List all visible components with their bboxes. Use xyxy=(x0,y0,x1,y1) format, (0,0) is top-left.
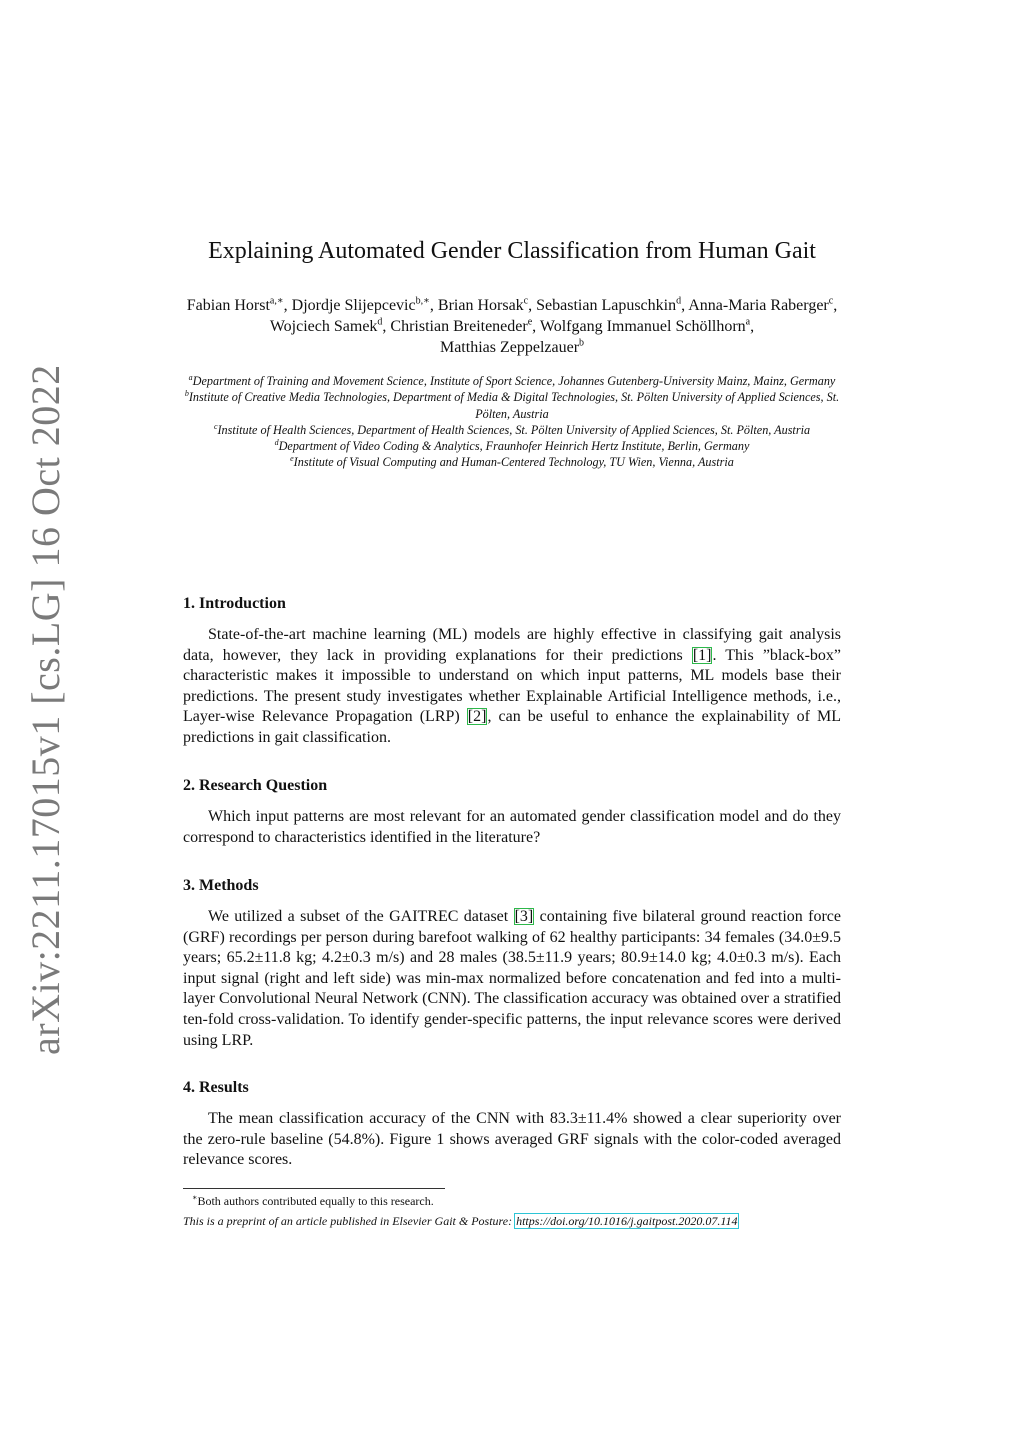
affiliation: $^d$Department of Video Coding & Analytics, Fraunhofer Heinrich Hertz Institute, Berlin, Germany xyxy=(274,438,750,454)
citation-link[interactable]: [2] xyxy=(467,708,487,726)
section-results xyxy=(183,1078,841,1171)
affiliation: $^c$Institute of Health Sciences, Department of Health Sciences, St. Pölten University of Applied Sciences, St. Pölten, Austria xyxy=(213,421,811,437)
doi-link[interactable]: https://doi.org/10.1016/j.gaitpost.2020.07.114 xyxy=(516,1214,738,1228)
author: Matthias Zeppelzauer$^b$ xyxy=(439,337,585,356)
section-heading: 4. Results xyxy=(183,1079,249,1096)
footnote-divider xyxy=(183,1188,445,1189)
affiliation: $^e$Institute of Visual Computing and Human-Centered Technology, TU Wien, Vienna, Austria xyxy=(290,454,734,470)
affiliation: $^a$Department of Training and Movement Science, Institute of Sport Science, Johannes Gutenberg-University Mainz, Mainz, Germany xyxy=(188,372,836,388)
author: Wolfgang Immanuel Schöllhorn$^a$, xyxy=(539,316,755,335)
affiliation: $^b$Institute of Creative Media Technologies, Department of Media & Digital Technologies, St. Pölten University of Applied Sciences, St. Pölten, Austria xyxy=(184,389,840,421)
section-paragraph: The mean classification accuracy of the CNN with 83.3±11.4% showed a clear superiority over the zero-rule baseline (54.8%). Figure 1 shows averaged GRF signals with the color-coded averaged relevance scores. xyxy=(183,1110,841,1169)
section-heading: 3. Methods xyxy=(183,877,259,894)
section-paragraph: State-of-the-art machine learning (ML) models are highly effective in classifying gait analysis data, however, they lack in providing explanations for their predictions [1]. This ”black-box” characteristic makes it impossible to understand on which input patterns, ML models base their predictions. The present study investigates whether Explainable Artificial Intelligence methods, i.e., Layer-wise Relevance Propagation (LRP) [2], can be useful to enhance the explainability of ML predictions in gait classification. xyxy=(183,626,842,746)
section-methods xyxy=(183,876,841,1051)
citation-link[interactable]: [1] xyxy=(692,646,712,664)
author: Anna-Maria Raberger$^c$, xyxy=(688,295,838,314)
author: Christian Breiteneder$^e$, xyxy=(390,316,540,335)
section-introduction xyxy=(183,594,841,749)
author: Fabian Horst$^{a,∗}$, xyxy=(186,295,292,314)
author-list xyxy=(180,295,844,358)
section-heading: 2. Research Question xyxy=(183,777,328,794)
paper-title: Explaining Automated Gender Classification from Human Gait xyxy=(208,238,816,264)
arxiv-identifier-stamp: arXiv:2211.17015v1 [cs.LG] 16 Oct 2022 xyxy=(23,364,68,1055)
section-heading: 1. Introduction xyxy=(183,595,286,612)
author: Sebastian Lapuschkin$^d$, xyxy=(536,295,689,314)
preprint-notice: This is a preprint of an article published in Elsevier Gait & Posture: https://doi.org/10.1016/j.gaitpost.2020.07.114 xyxy=(183,1214,738,1228)
author: Brian Horsak$^c$, xyxy=(437,295,537,314)
author: Wojciech Samek$^d$, xyxy=(269,316,391,335)
citation-link[interactable]: [3] xyxy=(514,908,534,925)
author: Djordje Slijepcevic$^{b,∗}$, xyxy=(291,295,438,314)
affiliation-list xyxy=(180,373,844,471)
section-research-question xyxy=(183,776,841,848)
footnote: ∗Both authors contributed equally to this research. xyxy=(192,1193,434,1208)
section-paragraph: Which input patterns are most relevant for an automated gender classification model and do they correspond to characteristics identified in the literature? xyxy=(183,808,841,846)
section-paragraph: We utilized a subset of the GAITREC dataset [3] containing five bilateral ground reaction force (GRF) recordings per person during barefoot walking of 62 healthy participants: 34 females (34.0±9.5 years; 65.2±11.8 kg; 4.2±0.3 m/s) and 28 males (38.5±11.9 years; 80.9±14.0 kg; 4.0±0.3 m/s). Each input signal (right and left side) was min-max normalized before concatenation and fed into a multi-layer Convolutional Neural Network (CNN). The classification accuracy was obtained over a stratified ten-fold cross-validation. To identify gender-specific patterns, the input relevance scores were derived using LRP. xyxy=(183,908,841,1049)
